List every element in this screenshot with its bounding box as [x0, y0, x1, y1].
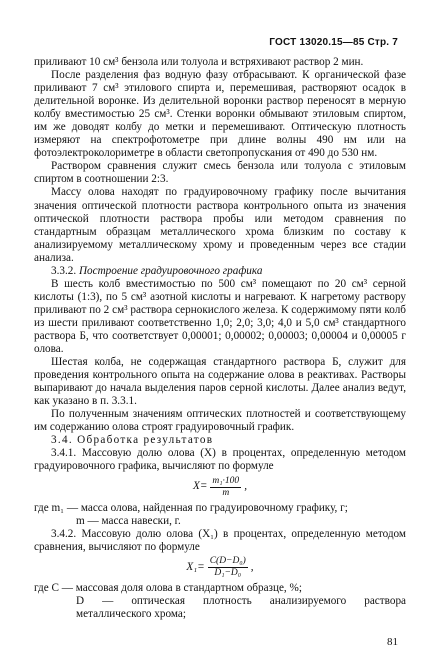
page-header: ГОСТ 13020.15—85 Стр. 7	[269, 37, 398, 48]
formula-1	[34, 476, 406, 499]
fraction-numerator: m₁·100	[212, 475, 240, 486]
section-heading-3-3-2	[34, 265, 406, 278]
formula-tail: ,	[250, 560, 254, 573]
paragraph: По полученным значениям оптических плотностей и соответствующему им содержанию олова строят градуировочный график.	[34, 408, 406, 434]
fraction	[210, 476, 241, 499]
fraction-denominator: D₁−D₀	[214, 567, 242, 578]
section-heading-text: 3.4. Обработка результатов	[51, 434, 214, 447]
paragraph: Раствором сравнения служит смесь бензола или толуола с этиловым спиртом в соотношении 2:3.	[34, 160, 406, 186]
paragraph: Массу олова находят по градуировочному графику после вычитания значения оптической плотности раствора контрольного опыта из значения оптической плотности раствора пробы или методом сравнения по стандартным образцам металлического хрома близким по составу к анализируемому металлическому хрому и проведенным через все стадии анализа.	[34, 186, 406, 264]
where-clause: где C — массовая доля олова в стандартном образце, %;	[34, 581, 302, 594]
section-heading-3-4	[34, 434, 406, 447]
paragraph: Шестая колба, не содержащая стандартного раствора Б, служит для проведения контрольного опыта на содержание олова в реактивах. Растворы выпаривают до начала выделения паров серной кислоты. Далее анализ ведут, как указано в п. 3.3.1.	[34, 356, 406, 408]
fraction-denominator: m	[222, 487, 230, 498]
document-body	[34, 56, 406, 621]
formula-tail: ,	[244, 480, 247, 493]
formula-lhs: X=	[193, 480, 208, 493]
section-title: Построение градуировочного графика	[78, 264, 263, 277]
paragraph: В шесть колб вместимостью по 500 см³ помещают по 20 см³ серной кислоты (1:3), по 5 см³ азотной кислоты и нагревают. К нагретому раствору приливают по 2 см³ раствора сернокислого железа. К содержимому пяти колб из шести приливают соответственно 1,0; 2,0; 3,0; 4,0 и 5,0 см³ стандартного раствора Б, что соответствует 0,00001; 0,00002; 0,00003; 0,00004 и 0,00005 г олова.	[34, 277, 406, 356]
formula-lhs: X₁=	[186, 560, 205, 573]
fraction-numerator: C(D−D₀)	[209, 555, 246, 566]
paragraph: 3.4.1. Массовую долю олова (X) в процентах, определенную методом градуировочного графика, вычисляют по формуле	[34, 447, 406, 473]
formula-2	[34, 556, 406, 579]
page-number: 81	[387, 636, 398, 648]
where-clause: m — масса навески, г.	[76, 514, 181, 527]
paragraph: 3.4.2. Массовую долю олова (X₁) в процентах, определенную методом сравнения, вычисляют по формуле	[34, 527, 406, 553]
paragraph: приливают 10 см³ бензола или толуола и встряхивают раствор 2 мин.	[34, 56, 364, 68]
fraction	[208, 556, 248, 579]
where-clause: где m₁ — масса олова, найденная по градуировочному графику, г;	[34, 501, 348, 514]
section-number: 3.3.2.	[51, 264, 77, 277]
paragraph: После разделения фаз водную фазу отбрасывают. К органической фазе приливают 7 см³ этилового спирта и, перемешивая, растворяют осадок в делительной воронке. Из делительной воронки раствор переносят в мерную колбу вместимостью 25 см³. Стенки воронки обмывают этиловым спиртом, им же доводят колбу до метки и перемешивают. Оптическую плотность измеряют на спектрофотометре при длине волны 490 нм или на фотоэлектроколориметре в области светопропускания от 490 до 530 нм.	[34, 69, 406, 160]
where-clause: D — оптическая плотность анализируемого раствора металлического хрома;	[76, 594, 406, 620]
